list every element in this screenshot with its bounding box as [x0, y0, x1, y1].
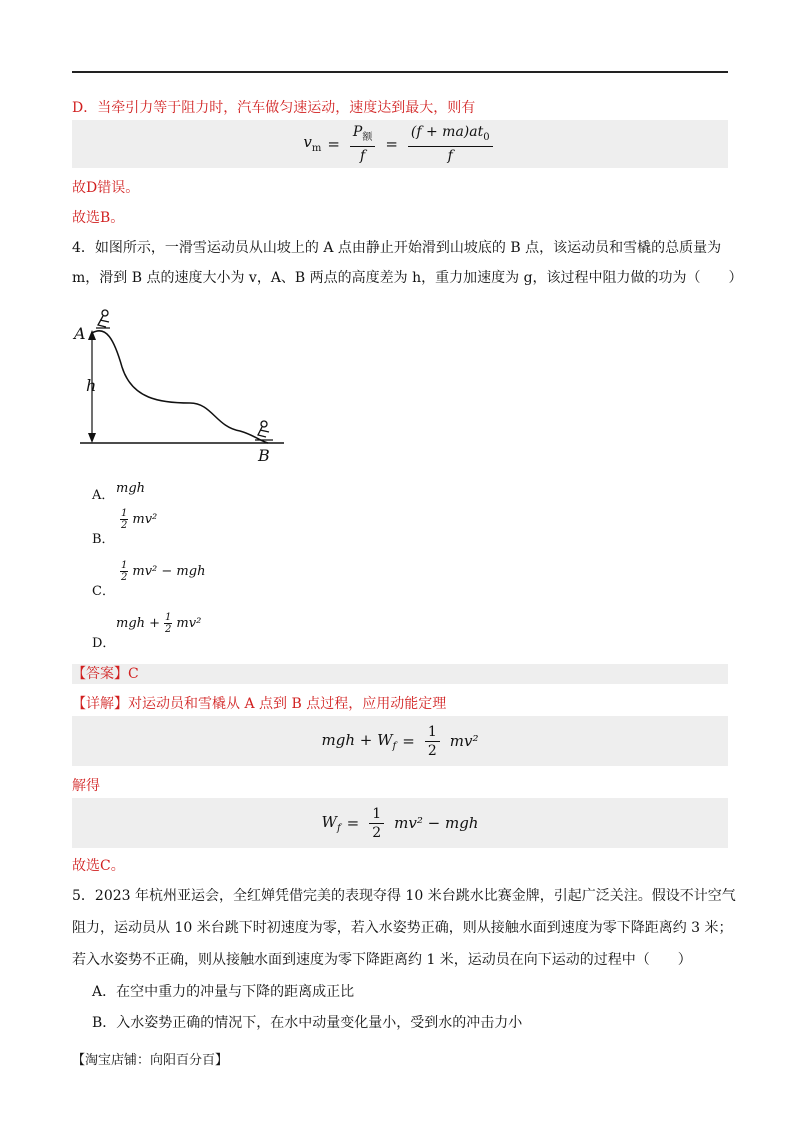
answer4-choice: 故选C。 — [72, 858, 125, 874]
option-d-term: mv² — [176, 616, 202, 631]
option-b-fraction: $\frac{1}{2}$ — [121, 508, 128, 531]
formula-box-vm — [72, 120, 728, 168]
eq1-lhs: mgh + W — [321, 730, 393, 749]
detail-row — [72, 694, 446, 714]
height-arrow-bottom — [88, 433, 96, 443]
answer-label: 【答案】 — [72, 666, 128, 682]
section-d-choice: 故选B。 — [72, 210, 125, 226]
option-d-prefix: mgh + — [116, 616, 161, 631]
formula-energy: mgh + $W_f$ = $\frac{1}{2}$ mv² — [321, 723, 479, 759]
solve-label: 解得 — [72, 778, 100, 794]
question5-option-b: B．入水姿势正确的情况下，在水中动量变化量小，受到水的冲击力小 — [92, 1015, 523, 1031]
section-d-conclusion: 故D错误。 — [72, 180, 140, 196]
question5-line1: 5．2023 年杭州亚运会，全红婵凭借完美的表现夺得 10 米台跳水比赛金牌，引起广泛关注。假设不计空气 — [72, 888, 736, 904]
frac-p-sub: 额 — [362, 131, 373, 143]
option-b-letter: B． — [92, 532, 115, 547]
eq1-fraction: $\frac{1}{2}$ — [425, 724, 440, 759]
frac-f-den-2: f — [447, 148, 453, 165]
question5-option-a: A．在空中重力的冲量与下降的距离成正比 — [92, 984, 355, 1000]
question4-line2: m，滑到 B 点的速度大小为 v，A、B 两点的高度差为 h，重力加速度为 g，该过程中阻力做的功为（ ） — [72, 270, 743, 286]
eq2-rhs: mv² − mgh — [394, 814, 479, 832]
eq2-lhs-sub: f — [336, 822, 341, 834]
formula-box-energy — [72, 716, 728, 766]
footer-store: 【淘宝店铺：向阳百分百】 — [72, 1053, 229, 1068]
formula-wf: $W_f$ = $\frac{1}{2}$ mv² − mgh — [321, 805, 479, 841]
option-c-letter: C． — [92, 584, 115, 599]
option-c-expr — [116, 560, 205, 583]
formula-box-wf — [72, 798, 728, 848]
eq1-rhs: mv² — [449, 732, 479, 750]
label-a: A — [74, 324, 86, 343]
option-a-expr: mgh — [116, 481, 146, 496]
option-d-letter: D． — [92, 636, 116, 651]
option-b-term: mv² — [132, 512, 158, 527]
question4-line1: 4．如图所示，一滑雪运动员从山坡上的 A 点由静止开始滑到山坡底的 B 点，该运动员和雪橇的总质量为 — [72, 240, 722, 256]
frac-p: P — [352, 123, 363, 140]
eq2-fraction: $\frac{1}{2}$ — [369, 806, 384, 841]
formula-v-sub: m — [311, 143, 322, 155]
option-c-fraction: $\frac{1}{2}$ — [121, 560, 128, 583]
slope-curve — [92, 331, 268, 443]
formula-v: v — [303, 133, 312, 152]
question5-line2: 阻力，运动员从 10 米台跳下时初速度为零，若入水姿势正确，则从接触水面到速度为零下降距离约 3 米； — [72, 920, 733, 936]
ski-slope-diagram — [72, 303, 292, 463]
skier-bottom-icon — [255, 421, 273, 440]
skier-top-icon — [96, 310, 110, 328]
question5-line3: 若入水姿势不正确，则从接触水面到速度为零下降距离约 1 米，运动员在向下运动的过程中（ ） — [72, 952, 692, 968]
detail-label: 【详解】 — [72, 696, 128, 712]
option-a-letter: A． — [92, 488, 115, 503]
frac-fma: (f + ma)at — [410, 123, 484, 140]
frac-fma-sub: 0 — [483, 131, 490, 143]
option-d-expr — [116, 612, 201, 635]
frac-f-den: f — [360, 148, 366, 165]
fraction-p-over-f — [350, 124, 375, 165]
formula-vm: $v_m$ = $\frac{P_额}{f}$ = $\frac{(f + ma)at_0}{f}$ — [303, 124, 496, 165]
fraction-fma — [408, 124, 493, 165]
option-c-term: mv² − mgh — [132, 564, 206, 579]
option-b-expr — [116, 508, 157, 531]
top-rule — [72, 71, 728, 73]
eq1-lhs-sub: f — [392, 740, 397, 752]
label-b: B — [258, 446, 270, 463]
answer-row — [72, 664, 728, 684]
eq2-lhs: W — [321, 812, 337, 831]
label-h: h — [86, 376, 97, 395]
answer-value: C — [128, 666, 139, 682]
detail-text: 对运动员和雪橇从 A 点到 B 点过程，应用动能定理 — [128, 696, 447, 712]
section-d-text: D．当牵引力等于阻力时，汽车做匀速运动，速度达到最大，则有 — [72, 100, 476, 116]
option-d-fraction: $\frac{1}{2}$ — [165, 612, 172, 635]
